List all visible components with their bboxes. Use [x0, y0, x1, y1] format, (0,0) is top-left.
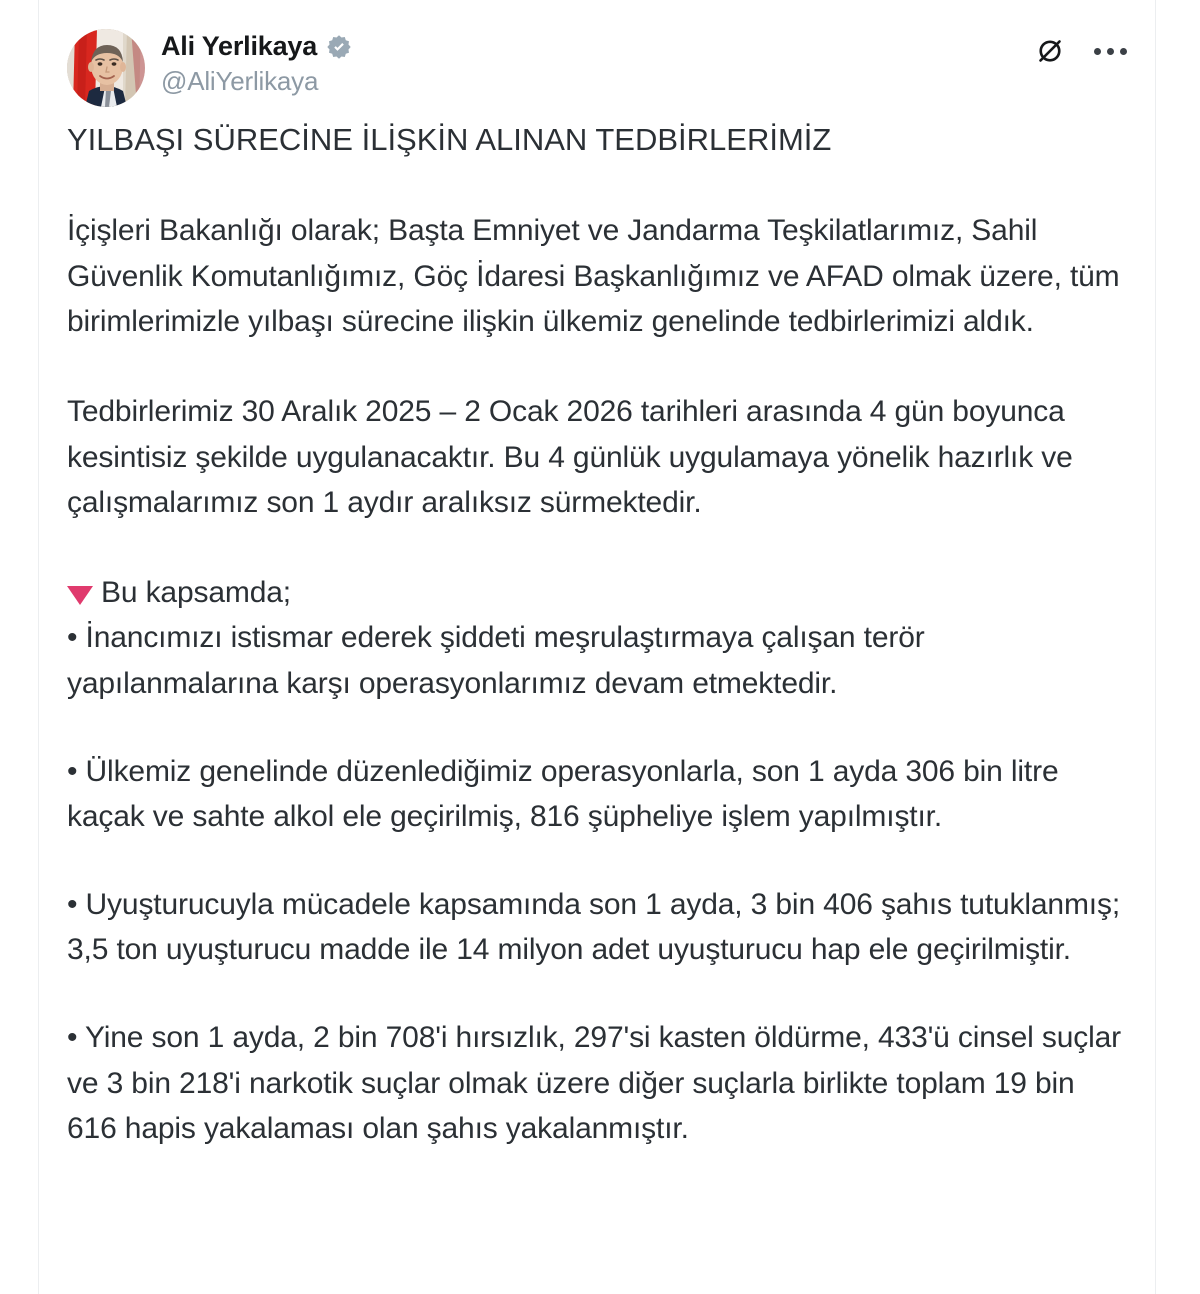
scope-heading-text: Bu kapsamda; — [101, 575, 291, 609]
more-dot — [1094, 48, 1101, 55]
bullet-terror-operations: • İnancımızı istismar ederek şiddeti meşrulaştırmaya çalışan terör yapılanmalarına karşı operasyonlarımız devam etmektedir. — [67, 621, 925, 701]
verified-badge-icon[interactable] — [326, 34, 352, 60]
grok-icon[interactable] — [1033, 34, 1067, 68]
more-options-icon[interactable] — [1093, 34, 1127, 68]
tweet-card-inner — [39, 0, 1155, 1152]
spacer — [67, 345, 1127, 389]
spacer — [67, 973, 1127, 1015]
bullet-narcotics-operations: • Uyuşturucuyla mücadele kapsamında son 1 ayda, 3 bin 406 şahıs tutuklanmış; 3,5 ton uyuşturucu madde ile 14 milyon adet uyuşturucu hap ele geçirilmiştir. — [67, 887, 1121, 967]
tweet-header — [67, 0, 1127, 97]
tweet-card — [38, 0, 1156, 1294]
more-dots — [1094, 48, 1127, 55]
paragraph-intro: İçişleri Bakanlığı olarak; Başta Emniyet ve Jandarma Teşkilatlarımız, Sahil Güvenlik Komutanlığımız, Göç İdaresi Başkanlığımız ve AFAD olmak üzere, tüm birimlerimizle yılbaşı sürecine ilişkin ülkemiz genelinde tedbirlerimizi aldık. — [67, 214, 1120, 339]
spacer — [67, 707, 1127, 749]
bullet-wanted-persons: • Yine son 1 ayda, 2 bin 708'i hırsızlık, 297'si kasten öldürme, 433'ü cinsel suçlar ve 3 bin 218'i narkotik suçlar olmak üzere diğer suçlarla birlikte toplam 19 bin 616 hapis yakalaması olan şahıs yakalanmıştır. — [67, 1021, 1122, 1146]
author-name-row — [161, 31, 1019, 62]
scope-heading-row — [67, 570, 1127, 616]
more-dot — [1107, 48, 1114, 55]
page-title: YILBAŞI SÜRECİNE İLİŞKİN ALINAN TEDBİRLERİMİZ — [67, 122, 832, 157]
tweet-body — [67, 86, 1127, 1152]
spacer — [67, 160, 1127, 208]
more-dot — [1120, 48, 1127, 55]
triangle-down-icon — [67, 586, 93, 605]
paragraph-dates: Tedbirlerimiz 30 Aralık 2025 – 2 Ocak 2026 tarihleri arasında 4 gün boyunca kesintisiz şekilde uygulanacaktır. Bu 4 günlük uygulamaya yönelik hazırlık ve çalışmalarımız son 1 aydır aralıksız sürmektedir. — [67, 395, 1073, 520]
author-handle[interactable]: @AliYerlikaya — [161, 66, 319, 97]
avatar[interactable] — [67, 29, 145, 107]
spacer — [67, 840, 1127, 882]
author-display-name[interactable]: Ali Yerlikaya — [161, 31, 318, 61]
author-identity — [161, 28, 1019, 97]
bullet-alcohol-operations: • Ülkemiz genelinde düzenlediğimiz operasyonlarla, son 1 ayda 306 bin litre kaçak ve sahte alkol ele geçirilmiş, 816 şüpheliye işlem yapılmıştır. — [67, 754, 1059, 834]
header-actions — [1033, 28, 1127, 68]
spacer — [67, 526, 1127, 570]
